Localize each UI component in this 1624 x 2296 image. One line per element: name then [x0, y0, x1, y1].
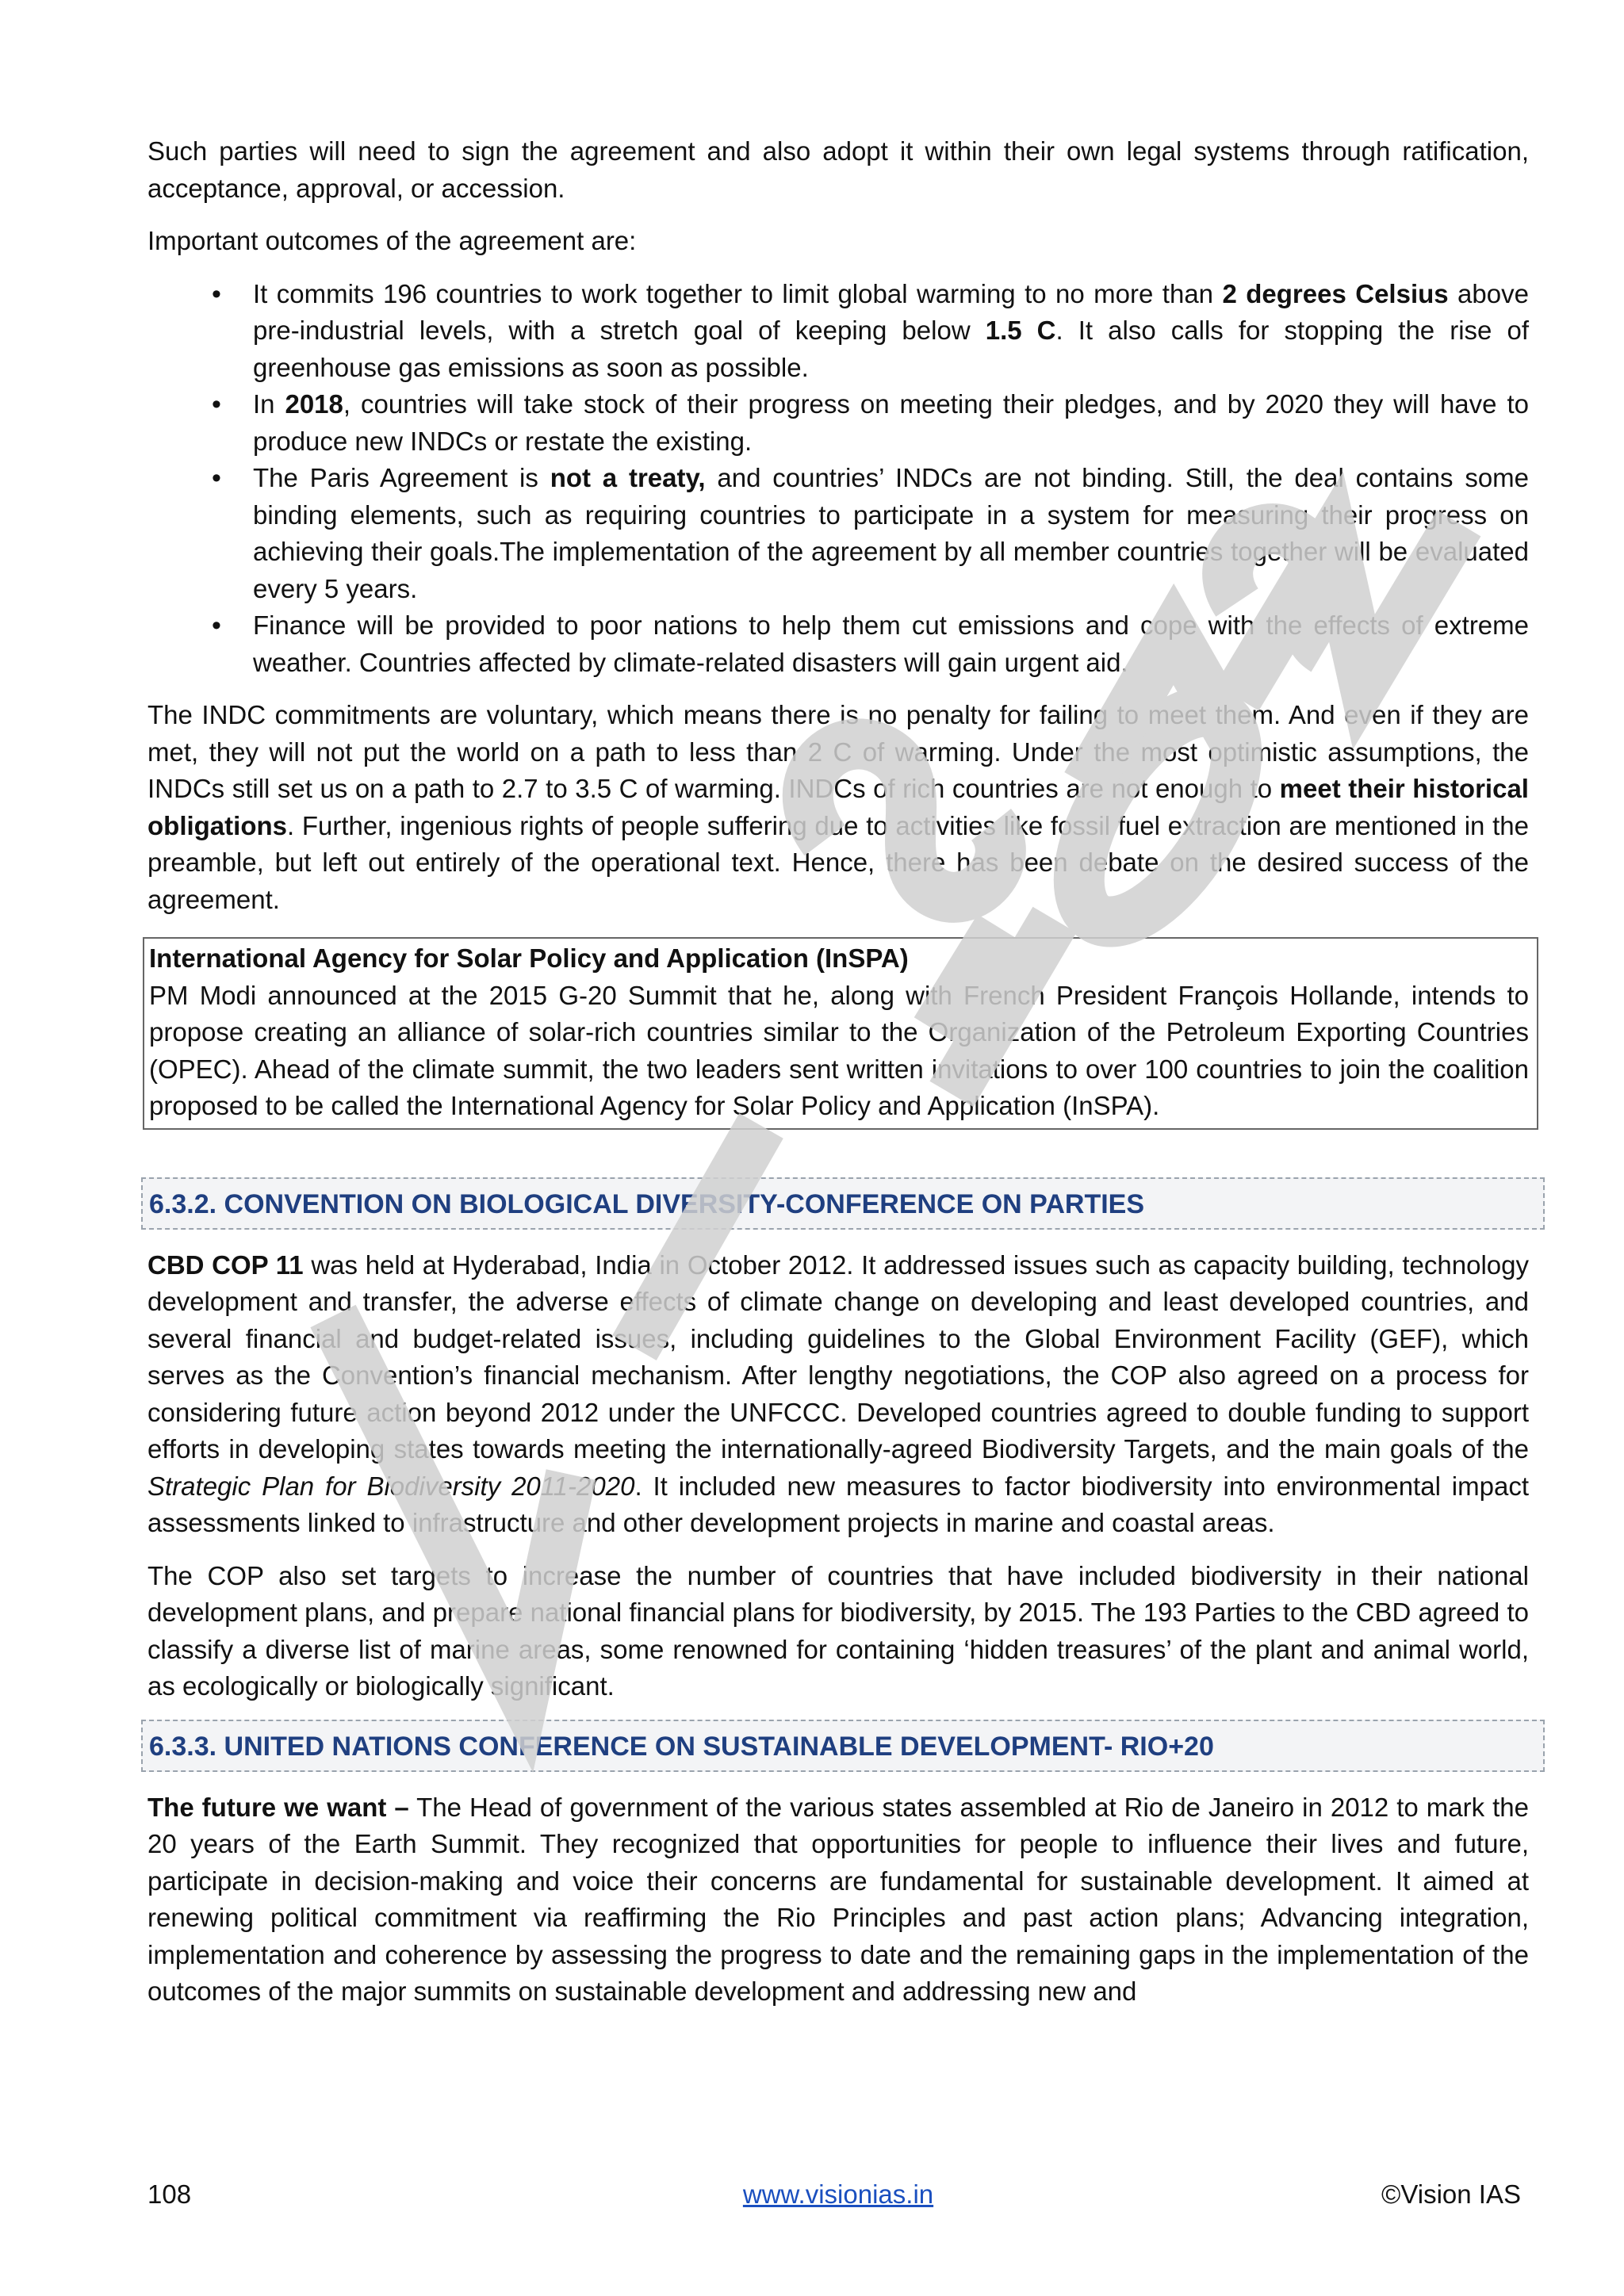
- outcomes-intro: Important outcomes of the agreement are:: [147, 226, 637, 255]
- list-item: • In 2018, countries will take stock of their progress on meeting their pledges, and by 2020 they will have to produce new INDCs or restate the existing.: [253, 386, 1529, 460]
- inspa-box-title: International Agency for Solar Policy and Application (InSPA): [149, 943, 909, 973]
- page-number: 108: [147, 2179, 192, 2209]
- website-link[interactable]: www.visionias.in: [742, 2179, 934, 2209]
- inspa-box: [143, 937, 1538, 1130]
- cbd-paragraph-1: CBD COP 11 was held at Hyderabad, India in October 2012. It addressed issues such as capacity building, technology development and transfer, the adverse effects of climate change on developing and least developed countries, and several financial and budget-related issues, including guidelines to the Global Environment Facility (GEF), which serves as the Convention’s financial mechanism. After lengthy negotiations, the COP also agreed on a process for considering future action beyond 2012 under the UNFCCC. Developed countries agreed to double funding to support efforts in developing states towards meeting the internationally-agreed Biodiversity Targets, and the main goals of the Strategic Plan for Biodiversity 2011-2020. It included new measures to factor biodiversity into environmental impact assessments linked to infrastructure and other development projects in marine and coastal areas.: [147, 1249, 1529, 1537]
- rio-paragraph: The future we want – The Head of government of the various states assembled at Rio de Janeiro in 2012 to mark the 20 years of the Earth Summit. They recognized that opportunities for people to influence their lives and future, participate in decision-making and voice their concerns are fundamental for sustainable development. It aimed at renewing political commitment via reaffirming the Rio Principles and past action plans; Advancing integration, implementation and coherence by assessing the progress to date and the remaining gaps in the implementation of the outcomes of the major summits on sustainable development and addressing new and: [147, 1792, 1530, 2006]
- outcomes-list: [147, 276, 1529, 682]
- page-footer: [147, 2176, 1529, 2213]
- copyright-text: ©Vision IAS: [1381, 2179, 1521, 2209]
- list-item: • It commits 196 countries to work together to limit global warming to no more than 2 degrees Celsius above pre-industrial levels, with a stretch goal of keeping below 1.5 C. It also calls for stopping the rise of greenhouse gas emissions as soon as possible.: [253, 276, 1529, 387]
- list-item: • Finance will be provided to poor nations to help them cut emissions and cope with the effects of extreme weather. Countries affected by climate-related disasters will gain urgent aid.: [253, 607, 1529, 681]
- section-heading-6-3-2: 6.3.2. CONVENTION ON BIOLOGICAL DIVERSITY-CONFERENCE ON PARTIES: [141, 1177, 1545, 1230]
- indc-paragraph: The INDC commitments are voluntary, which means there is no penalty for failing to meet them. And even if they are met, they will not put the world on a path to less than 2 C of warming. Under the most optimistic assumptions, the INDCs still set us on a path to 2.7 to 3.5 C of warming. INDCs of rich countries are not enough to meet their historical obligations. Further, ingenious rights of people suffering due to activities like fossil fuel extraction are mentioned in the preamble, but left out entirely of the operational text. Hence, there has been debate on the desired success of the agreement.: [147, 700, 1529, 914]
- page-content: [147, 133, 1529, 2011]
- intro-paragraph: Such parties will need to sign the agreement and also adopt it within their own legal systems through ratification, acceptance, approval, or accession.: [147, 136, 1529, 203]
- inspa-box-body: PM Modi announced at the 2015 G-20 Summit that he, along with French President François Hollande, intends to propose creating an alliance of solar-rich countries similar to the Organization of the Petroleum Exporting Countries (OPEC). Ahead of the climate summit, the two leaders sent written invitations to over 100 countries to join the coalition proposed to be called the International Agency for Solar Policy and Application (InSPA).: [149, 980, 1529, 1120]
- section-heading-6-3-3: 6.3.3. UNITED NATIONS CONFERENCE ON SUSTAINABLE DEVELOPMENT- RIO+20: [141, 1720, 1545, 1772]
- cbd-paragraph-2: The COP also set targets to increase the number of countries that have included biodiversity in their national development plans, and prepare national financial plans for biodiversity, by 2015. The 193 Parties to the CBD agreed to classify a diverse list of marine areas, some renowned for containing ‘hidden treasures’ of the plant and animal world, as ecologically or biologically significant.: [147, 1560, 1529, 1701]
- list-item: • The Paris Agreement is not a treaty, and countries’ INDCs are not binding. Still, the deal contains some binding elements, such as requiring countries to participate in a system for measuring their progress on achieving their goals.The implementation of the agreement by all member countries together will be evaluated every 5 years.: [253, 460, 1529, 607]
